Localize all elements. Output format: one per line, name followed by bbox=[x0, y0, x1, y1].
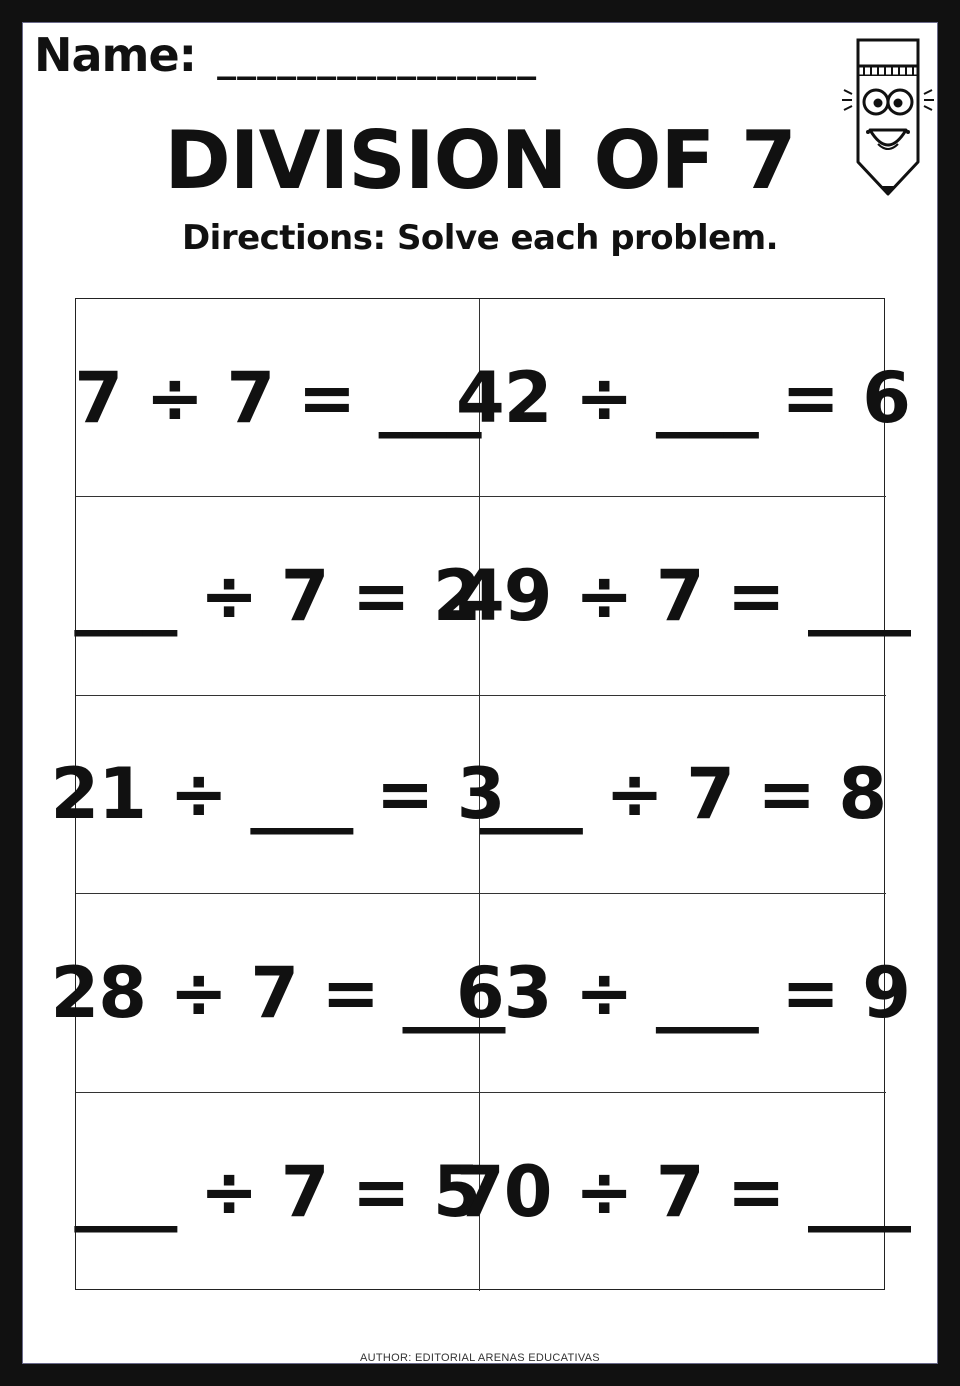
problem-cell[interactable]: 70 ÷ 7 = ___ bbox=[456, 1150, 910, 1233]
problem-cell[interactable]: 42 ÷ ___ = 6 bbox=[480, 299, 886, 497]
problem-cell[interactable]: ___ ÷ 7 = 5 bbox=[76, 1093, 480, 1291]
name-row bbox=[34, 28, 537, 82]
problem-cell[interactable]: 49 ÷ 7 = ___ bbox=[480, 497, 886, 695]
name-label: Name: bbox=[34, 28, 197, 82]
problem-grid bbox=[50, 298, 910, 1290]
problem-cell[interactable]: 7 ÷ 7 = ___ bbox=[76, 299, 480, 497]
problem-cell[interactable]: ___ ÷ 7 = 8 bbox=[480, 696, 886, 894]
pencil-character-icon bbox=[838, 36, 938, 200]
author-credit: AUTHOR: EDITORIAL ARENAS EDUCATIVAS bbox=[360, 1352, 600, 1364]
page-title: DIVISION OF 7 bbox=[164, 114, 796, 207]
problem-cell[interactable]: ___ ÷ 7 = 2 bbox=[76, 497, 480, 695]
directions-text: Directions: Solve each problem. bbox=[181, 218, 779, 258]
name-blank[interactable]: ________________ bbox=[217, 36, 538, 80]
problem-cell[interactable]: 28 ÷ 7 = ___ bbox=[76, 894, 480, 1092]
problem-cell[interactable]: 63 ÷ ___ = 9 bbox=[480, 894, 886, 1092]
problem-cell[interactable]: 21 ÷ ___ = 3 bbox=[76, 696, 480, 894]
